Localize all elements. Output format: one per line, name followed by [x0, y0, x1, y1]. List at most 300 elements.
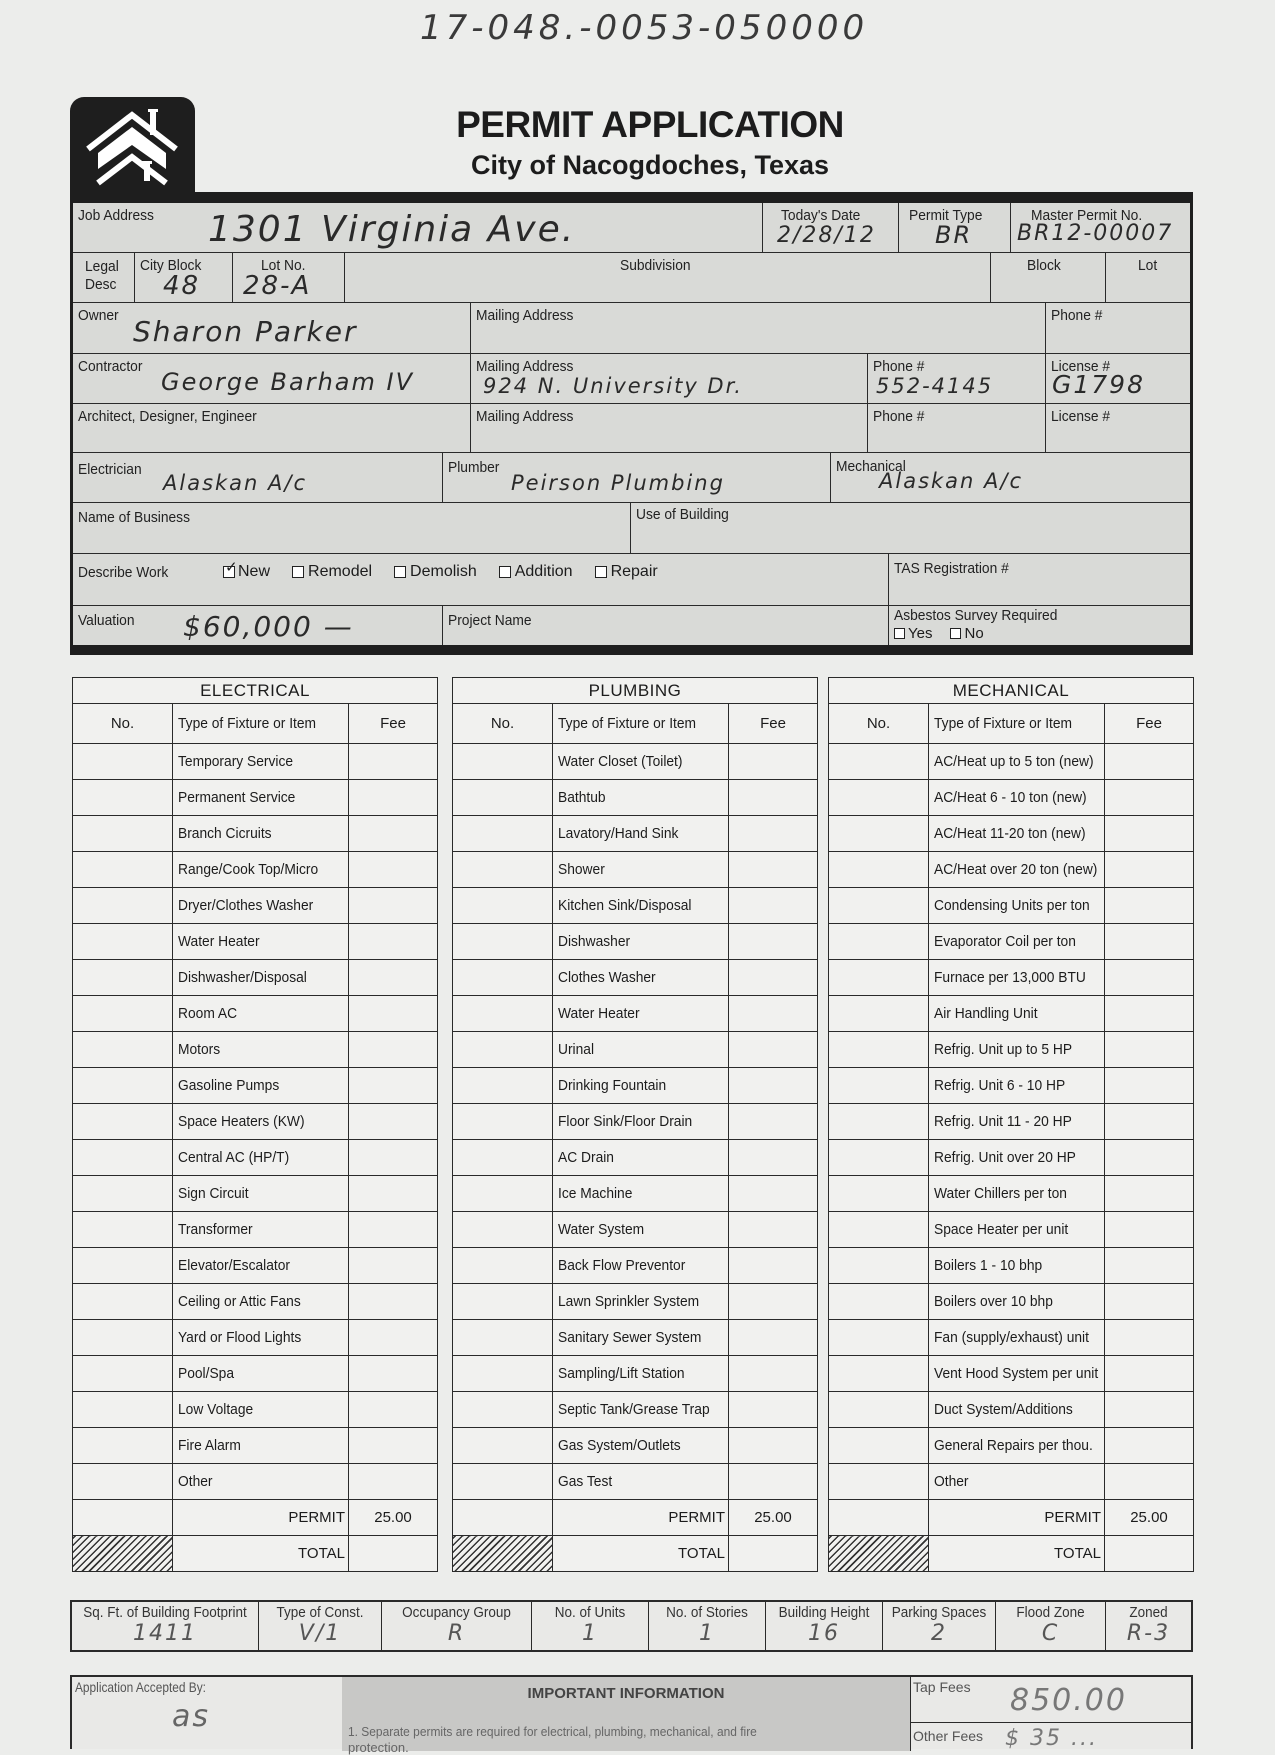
quantity-cell[interactable] — [453, 1392, 553, 1428]
building-stat-label: Occupancy Group — [402, 1604, 511, 1621]
option-remodel[interactable] — [292, 563, 372, 581]
quantity-cell[interactable] — [829, 996, 929, 1032]
option-remodel-label: Remodel — [308, 563, 373, 580]
fee-cell[interactable] — [349, 1392, 438, 1428]
fee-cell[interactable] — [729, 1356, 818, 1392]
total-fee[interactable] — [1105, 1536, 1194, 1572]
fee-cell[interactable] — [1105, 816, 1194, 852]
quantity-cell[interactable] — [829, 1248, 929, 1284]
legal-desc-label-cell — [73, 253, 135, 303]
important-information-panel — [342, 1677, 911, 1755]
fixture-item-label: Ice Machine — [558, 1185, 633, 1202]
table-row — [73, 1464, 438, 1500]
building-stat-field[interactable] — [72, 1602, 259, 1650]
table-row — [453, 852, 818, 888]
table-row — [73, 1248, 438, 1284]
fixture-item — [173, 816, 349, 852]
quantity-cell[interactable] — [829, 1104, 929, 1140]
fixture-item-label: Elevator/Escalator — [178, 1257, 290, 1274]
checkbox-icon[interactable] — [894, 628, 905, 639]
quantity-cell[interactable] — [453, 1320, 553, 1356]
quantity-cell[interactable] — [73, 1068, 173, 1104]
fixture-item-label: Gas System/Outlets — [558, 1437, 681, 1454]
valuation-value: $60,000 — — [183, 610, 354, 643]
quantity-cell[interactable] — [73, 1356, 173, 1392]
fee-cell[interactable] — [1105, 1284, 1194, 1320]
fixture-item — [553, 1032, 729, 1068]
business-name-field[interactable] — [73, 503, 631, 554]
fixture-item-label: Lawn Sprinkler System — [558, 1293, 700, 1310]
architect-phone-label: Phone # — [873, 408, 925, 425]
fixture-item-label: Other — [934, 1473, 969, 1490]
quantity-cell[interactable] — [453, 1068, 553, 1104]
fee-cell[interactable] — [729, 1032, 818, 1068]
table-row — [829, 924, 1194, 960]
fixture-item — [553, 1140, 729, 1176]
valuation-field[interactable] — [73, 606, 443, 645]
fee-cell[interactable] — [1105, 996, 1194, 1032]
city-logo — [70, 97, 195, 207]
option-demolish[interactable] — [394, 563, 477, 581]
quantity-cell[interactable] — [829, 852, 929, 888]
quantity-cell[interactable] — [829, 1356, 929, 1392]
fixture-item — [929, 996, 1105, 1032]
todays-date-field[interactable] — [763, 203, 899, 253]
quantity-cell[interactable] — [453, 1104, 553, 1140]
contractor-license-field[interactable] — [1046, 354, 1190, 404]
quantity-cell[interactable] — [73, 924, 173, 960]
quantity-cell[interactable] — [453, 1212, 553, 1248]
owner-mailing-field[interactable] — [471, 303, 1046, 354]
checkbox-icon[interactable] — [499, 566, 511, 578]
quantity-cell[interactable] — [73, 1320, 173, 1356]
fee-cell[interactable] — [729, 1176, 818, 1212]
applicant-info-section — [70, 192, 1193, 655]
fee-cell[interactable] — [1105, 852, 1194, 888]
quantity-cell[interactable] — [829, 1068, 929, 1104]
electrician-label: Electrician — [78, 461, 142, 478]
building-stat-field[interactable] — [649, 1602, 766, 1650]
fixture-item-label: Furnace per 13,000 BTU — [934, 969, 1086, 986]
fee-cell[interactable] — [1105, 924, 1194, 960]
fee-cell[interactable] — [349, 1356, 438, 1392]
fee-cell[interactable] — [1105, 1212, 1194, 1248]
table-row — [73, 1176, 438, 1212]
fee-cell[interactable] — [729, 1104, 818, 1140]
contractor-phone-field[interactable] — [868, 354, 1046, 404]
fee-cell[interactable] — [729, 1428, 818, 1464]
fixture-item — [553, 816, 729, 852]
table-row — [453, 1032, 818, 1068]
quantity-cell[interactable] — [73, 1284, 173, 1320]
quantity-cell[interactable] — [453, 744, 553, 780]
important-information-item-1-cont: protection. — [348, 1740, 409, 1755]
quantity-cell[interactable] — [73, 1104, 173, 1140]
owner-phone-field[interactable] — [1046, 303, 1190, 354]
quantity-cell[interactable] — [73, 852, 173, 888]
quantity-cell[interactable] — [453, 996, 553, 1032]
fee-cell[interactable] — [729, 888, 818, 924]
job-address-field[interactable] — [73, 203, 763, 253]
column-header-fee: Fee — [349, 704, 438, 744]
checkbox-checked-icon[interactable]: ✓ — [225, 559, 238, 576]
fee-cell[interactable] — [349, 1320, 438, 1356]
total-fee[interactable] — [349, 1536, 438, 1572]
lot-no-label: Lot No. — [261, 257, 306, 274]
fee-cell[interactable] — [1105, 1140, 1194, 1176]
table-row — [829, 1212, 1194, 1248]
fee-cell[interactable] — [349, 1068, 438, 1104]
table-row — [453, 1248, 818, 1284]
fixture-item-label: Sampling/Lift Station — [558, 1365, 685, 1382]
fee-cell[interactable] — [729, 744, 818, 780]
quantity-cell[interactable] — [829, 816, 929, 852]
fee-cell[interactable] — [729, 1392, 818, 1428]
lot-field[interactable] — [1106, 253, 1190, 303]
permit-fee: 25.00 — [349, 1500, 438, 1536]
quantity-cell[interactable] — [453, 924, 553, 960]
city-block-field[interactable] — [135, 253, 233, 303]
fee-cell[interactable] — [349, 1248, 438, 1284]
handwritten-parcel-number: 17-048.-0053-050000 — [420, 8, 869, 48]
fee-cell[interactable] — [349, 744, 438, 780]
checkbox-icon[interactable] — [595, 566, 607, 578]
total-fee[interactable] — [729, 1536, 818, 1572]
fee-cell[interactable] — [729, 960, 818, 996]
architect-mailing-field[interactable] — [471, 404, 868, 453]
table-row — [73, 1068, 438, 1104]
electrician-field[interactable] — [73, 453, 443, 503]
quantity-cell[interactable] — [829, 1428, 929, 1464]
fixture-item — [929, 744, 1105, 780]
fixture-item — [553, 1392, 729, 1428]
quantity-cell[interactable] — [73, 1248, 173, 1284]
quantity-cell[interactable] — [73, 780, 173, 816]
building-stat-field[interactable] — [532, 1602, 649, 1650]
important-information-item-1: 1. Separate permits are required for electrical, plumbing, mechanical, and fire — [348, 1724, 757, 1739]
fee-cell[interactable] — [349, 1104, 438, 1140]
fixture-item-label: Bathtub — [558, 789, 606, 806]
fee-cell[interactable] — [729, 1140, 818, 1176]
other-fees-label: Other Fees — [913, 1728, 984, 1744]
quantity-cell[interactable] — [453, 888, 553, 924]
quantity-cell[interactable] — [829, 1464, 929, 1500]
fixture-item-label: Temporary Service — [178, 753, 294, 770]
fee-cell[interactable] — [349, 1176, 438, 1212]
quantity-cell[interactable] — [453, 1140, 553, 1176]
fixture-item-label: Space Heater per unit — [934, 1221, 1069, 1238]
fixture-item-label: Back Flow Preventor — [558, 1257, 686, 1274]
quantity-cell[interactable] — [829, 1032, 929, 1068]
quantity-cell[interactable] — [453, 816, 553, 852]
quantity-cell[interactable] — [829, 1320, 929, 1356]
fee-cell[interactable] — [1105, 1428, 1194, 1464]
quantity-cell[interactable] — [73, 1392, 173, 1428]
block-field[interactable] — [991, 253, 1106, 303]
subdivision-field[interactable] — [345, 253, 991, 303]
architect-phone-field[interactable] — [868, 404, 1046, 453]
fee-cell[interactable] — [1105, 1392, 1194, 1428]
fee-cell[interactable] — [1105, 1032, 1194, 1068]
table-row — [453, 1068, 818, 1104]
mechanical-section-title: MECHANICAL — [829, 678, 1194, 704]
quantity-cell[interactable] — [829, 744, 929, 780]
architect-field[interactable] — [73, 404, 471, 453]
master-permit-field[interactable] — [1011, 203, 1190, 253]
permit-type-field[interactable] — [899, 203, 1011, 253]
use-of-building-field[interactable] — [631, 503, 1190, 554]
fee-cell[interactable] — [729, 924, 818, 960]
fee-cell[interactable] — [349, 1284, 438, 1320]
accepted-by-field[interactable] — [72, 1677, 343, 1751]
fixture-item-label: Lavatory/Hand Sink — [558, 825, 679, 842]
fee-cell[interactable] — [729, 1320, 818, 1356]
quantity-cell[interactable] — [73, 744, 173, 780]
lot-label: Lot — [1138, 257, 1158, 274]
fixture-item-label: Evaporator Coil per ton — [934, 933, 1076, 950]
total-row — [73, 1536, 438, 1572]
fee-cell[interactable] — [729, 816, 818, 852]
contractor-phone-label: Phone # — [873, 358, 925, 375]
building-stat-value: C — [1041, 1621, 1060, 1646]
fee-cell[interactable] — [1105, 744, 1194, 780]
fee-cell[interactable] — [349, 1212, 438, 1248]
fixture-item — [929, 1068, 1105, 1104]
asbestos-no[interactable] — [950, 625, 983, 642]
table-row — [453, 780, 818, 816]
quantity-cell[interactable] — [829, 888, 929, 924]
fee-cell[interactable] — [349, 780, 438, 816]
quantity-cell[interactable] — [73, 888, 173, 924]
project-name-label: Project Name — [448, 612, 532, 629]
option-demolish-label: Demolish — [410, 563, 477, 580]
table-row — [73, 780, 438, 816]
quantity-cell[interactable] — [453, 1464, 553, 1500]
fixture-item-label: Permanent Service — [178, 789, 296, 806]
table-row — [829, 1068, 1194, 1104]
fee-cell[interactable] — [1105, 1248, 1194, 1284]
asbestos-field — [889, 606, 1190, 645]
quantity-cell[interactable] — [453, 1176, 553, 1212]
option-repair[interactable] — [595, 563, 658, 581]
fee-cell[interactable] — [349, 1140, 438, 1176]
fee-cell[interactable] — [349, 888, 438, 924]
fee-cell[interactable] — [1105, 1464, 1194, 1500]
quantity-cell[interactable] — [453, 1284, 553, 1320]
checkbox-icon[interactable] — [394, 566, 406, 578]
quantity-cell[interactable] — [73, 1212, 173, 1248]
quantity-cell[interactable] — [453, 960, 553, 996]
fee-cell[interactable] — [1105, 1320, 1194, 1356]
architect-label: Architect, Designer, Engineer — [78, 408, 257, 425]
fixture-item-label: Boilers over 10 bhp — [934, 1293, 1053, 1310]
quantity-cell[interactable] — [829, 960, 929, 996]
quantity-cell[interactable] — [453, 1428, 553, 1464]
fixture-item — [173, 744, 349, 780]
contractor-phone-value: 552-4145 — [876, 374, 994, 398]
mechanical-contractor-field[interactable] — [831, 453, 1190, 503]
fee-cell[interactable] — [729, 1284, 818, 1320]
contractor-field[interactable] — [73, 354, 471, 404]
fixture-item — [553, 996, 729, 1032]
contractor-mailing-field[interactable] — [471, 354, 868, 404]
contractor-value: George Barham IV — [161, 368, 415, 396]
fee-cell[interactable] — [1105, 780, 1194, 816]
building-stat-value: R — [447, 1621, 466, 1646]
asbestos-yes[interactable] — [894, 625, 932, 642]
fee-cell[interactable] — [349, 852, 438, 888]
fee-cell[interactable] — [1105, 1104, 1194, 1140]
building-stat-field[interactable] — [996, 1602, 1106, 1650]
fee-cell[interactable] — [729, 996, 818, 1032]
tas-registration-field[interactable] — [889, 554, 1190, 606]
building-stat-field[interactable] — [259, 1602, 382, 1650]
fixture-item — [929, 1392, 1105, 1428]
fee-cell[interactable] — [349, 1032, 438, 1068]
fee-cell[interactable] — [349, 996, 438, 1032]
plumber-field[interactable] — [443, 453, 831, 503]
quantity-cell[interactable] — [73, 1464, 173, 1500]
option-new[interactable] — [223, 559, 271, 581]
fixture-item — [929, 960, 1105, 996]
fee-cell[interactable] — [1105, 960, 1194, 996]
fixture-item — [173, 924, 349, 960]
fixture-item — [929, 1212, 1105, 1248]
fee-cell[interactable] — [1105, 888, 1194, 924]
page-subtitle: City of Nacogdoches, Texas — [470, 150, 830, 180]
fixture-item-label: Duct System/Additions — [934, 1401, 1073, 1418]
project-name-field[interactable] — [443, 606, 889, 645]
fixture-item — [553, 1284, 729, 1320]
architect-license-label: License # — [1051, 408, 1111, 425]
quantity-cell[interactable] — [829, 1284, 929, 1320]
fee-cell[interactable] — [349, 816, 438, 852]
quantity-cell[interactable] — [73, 1176, 173, 1212]
quantity-cell[interactable] — [829, 1392, 929, 1428]
quantity-cell[interactable] — [453, 1032, 553, 1068]
quantity-cell[interactable] — [453, 1356, 553, 1392]
table-row — [73, 1356, 438, 1392]
fixture-item-label: Low Voltage — [178, 1401, 254, 1418]
quantity-cell[interactable] — [829, 1212, 929, 1248]
fee-cell[interactable] — [1105, 1068, 1194, 1104]
quantity-cell[interactable] — [73, 960, 173, 996]
building-stat-field[interactable] — [382, 1602, 532, 1650]
fixture-item-label: Kitchen Sink/Disposal — [558, 897, 692, 914]
building-stat-field[interactable] — [883, 1602, 996, 1650]
city-block-label: City Block — [140, 257, 202, 274]
asbestos-label: Asbestos Survey Required — [894, 607, 1058, 624]
valuation-label: Valuation — [78, 612, 135, 629]
fixture-item-label: Water Chillers per ton — [934, 1185, 1067, 1202]
fee-cell[interactable] — [729, 852, 818, 888]
column-header-type-label: Type of Fixture or Item — [934, 715, 1073, 732]
quantity-cell[interactable] — [829, 780, 929, 816]
quantity-cell[interactable] — [453, 1248, 553, 1284]
architect-mailing-label: Mailing Address — [476, 408, 574, 425]
job-address-value: 1301 Virginia Ave. — [208, 209, 576, 250]
quantity-cell[interactable] — [829, 924, 929, 960]
describe-work-label: Describe Work — [78, 564, 169, 581]
fee-cell[interactable] — [349, 960, 438, 996]
plumber-label: Plumber — [448, 459, 500, 476]
quantity-cell[interactable] — [453, 780, 553, 816]
quantity-cell[interactable] — [73, 1428, 173, 1464]
other-fees-field[interactable] — [910, 1722, 1193, 1751]
fee-cell[interactable] — [729, 1464, 818, 1500]
fixture-item — [173, 1464, 349, 1500]
architect-license-field[interactable] — [1046, 404, 1190, 453]
quantity-cell[interactable] — [453, 852, 553, 888]
fixture-item-label: Water System — [558, 1221, 645, 1238]
fixture-item-label: AC/Heat over 20 ton (new) — [934, 861, 1098, 878]
tas-registration-label: TAS Registration # — [894, 560, 1009, 577]
total-label: TOTAL — [173, 1536, 349, 1572]
hatched-cell — [829, 1536, 929, 1572]
contractor-label: Contractor — [78, 358, 143, 375]
table-row — [453, 1212, 818, 1248]
building-stat-field[interactable] — [1106, 1602, 1191, 1650]
column-header-type — [553, 704, 729, 744]
fixture-item — [553, 924, 729, 960]
quantity-cell[interactable] — [73, 1140, 173, 1176]
fee-cell[interactable] — [1105, 1356, 1194, 1392]
table-row — [453, 924, 818, 960]
fee-cell[interactable] — [729, 1212, 818, 1248]
important-information-title: IMPORTANT INFORMATION — [527, 1685, 725, 1702]
quantity-cell[interactable] — [73, 816, 173, 852]
table-row — [829, 1392, 1194, 1428]
option-addition[interactable] — [499, 563, 573, 581]
building-stat-label: No. of Units — [554, 1604, 626, 1621]
quantity-cell[interactable] — [829, 1140, 929, 1176]
fixture-item — [173, 960, 349, 996]
fixture-item-label: AC/Heat up to 5 ton (new) — [934, 753, 1094, 770]
hatched-cell — [73, 1536, 173, 1572]
fee-cell[interactable] — [349, 924, 438, 960]
tap-fees-field[interactable] — [910, 1677, 1193, 1723]
plumber-value: Peirson Plumbing — [511, 471, 725, 495]
fixture-item-label: Dishwasher — [558, 933, 631, 950]
table-row — [829, 960, 1194, 996]
fee-cell[interactable] — [729, 780, 818, 816]
building-stat-field[interactable] — [766, 1602, 883, 1650]
column-header-fee: Fee — [1105, 704, 1194, 744]
fee-cell[interactable] — [1105, 1176, 1194, 1212]
table-row — [453, 1356, 818, 1392]
fixture-item — [929, 1248, 1105, 1284]
fee-cell[interactable] — [729, 1248, 818, 1284]
electrician-value: Alaskan A/c — [163, 471, 308, 495]
plumbing-section-title: PLUMBING — [453, 678, 818, 704]
quantity-cell[interactable] — [73, 1032, 173, 1068]
checkbox-icon[interactable] — [950, 628, 961, 639]
fee-cell[interactable] — [349, 1464, 438, 1500]
fixture-item — [553, 780, 729, 816]
fee-cell[interactable] — [729, 1068, 818, 1104]
quantity-cell[interactable] — [73, 996, 173, 1032]
fixture-item-label: Refrig. Unit 6 - 10 HP — [934, 1077, 1066, 1094]
asbestos-yes-label: Yes — [908, 625, 933, 642]
quantity-cell[interactable] — [829, 1176, 929, 1212]
fee-cell[interactable] — [349, 1428, 438, 1464]
lot-no-field[interactable] — [233, 253, 345, 303]
table-row — [829, 1176, 1194, 1212]
fixture-item — [553, 1248, 729, 1284]
owner-field[interactable] — [73, 303, 471, 354]
checkbox-icon[interactable] — [292, 566, 304, 578]
fixture-item — [553, 1212, 729, 1248]
